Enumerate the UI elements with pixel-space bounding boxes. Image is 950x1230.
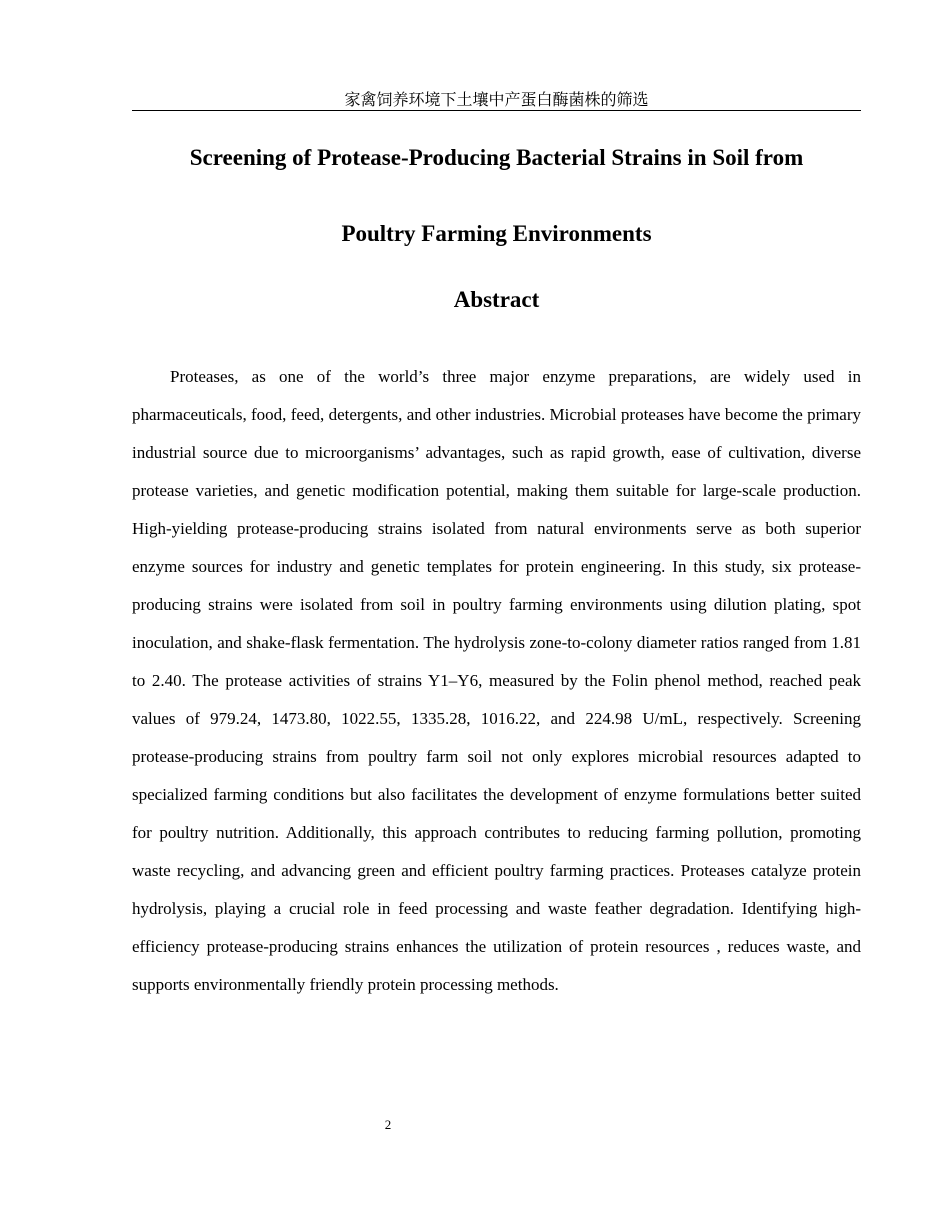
running-header: 家禽饲养环境下土壤中产蛋白酶菌株的筛选: [132, 89, 861, 111]
page-number: 2: [384, 1117, 392, 1132]
paper-title-line-1: Screening of Protease-Producing Bacterial Strains in Soil from: [189, 145, 804, 170]
abstract-body: Proteases, as one of the world’s three major enzyme preparations, are widely used in pharmaceuticals, food, feed, detergents, and other industries. Microbial proteases have become the primary industrial source due to microorganisms’ advantages, such as rapid growth, ease of cultivation, diverse protease varieties, and genetic modification potential, making them suitable for large-scale production. High-yielding protease-producing strains isolated from natural environments serve as both superior enzyme sources for industry and genetic templates for protein engineering. In this study, six protease-producing strains were isolated from soil in poultry farming environments using dilution plating, spot inoculation, and shake-flask fermentation. The hydrolysis zone-to-colony diameter ratios ranged from 1.81 to 2.40. The protease activities of strains Y1–Y6, measured by the Folin phenol method, reached peak values of 979.24, 1473.80, 1022.55, 1335.28, 1016.22, and 224.98 U/mL, respectively. Screening protease-producing strains from poultry farm soil not only explores microbial resources adapted to specialized farming conditions but also facilitates the development of enzyme formulations better suited for poultry nutrition. Additionally, this approach contributes to reducing farming pollution, promoting waste recycling, and advancing green and efficient poultry farming practices. Proteases catalyze protein hydrolysis, playing a crucial role in feed processing and waste feather degradation. Identifying high-efficiency protease-producing strains enhances the utilization of protein resources , reduces waste, and supports environmentally friendly protein processing methods.: [132, 367, 861, 994]
abstract-heading: Abstract: [453, 287, 540, 312]
paper-title-line-2: Poultry Farming Environments: [341, 221, 652, 246]
